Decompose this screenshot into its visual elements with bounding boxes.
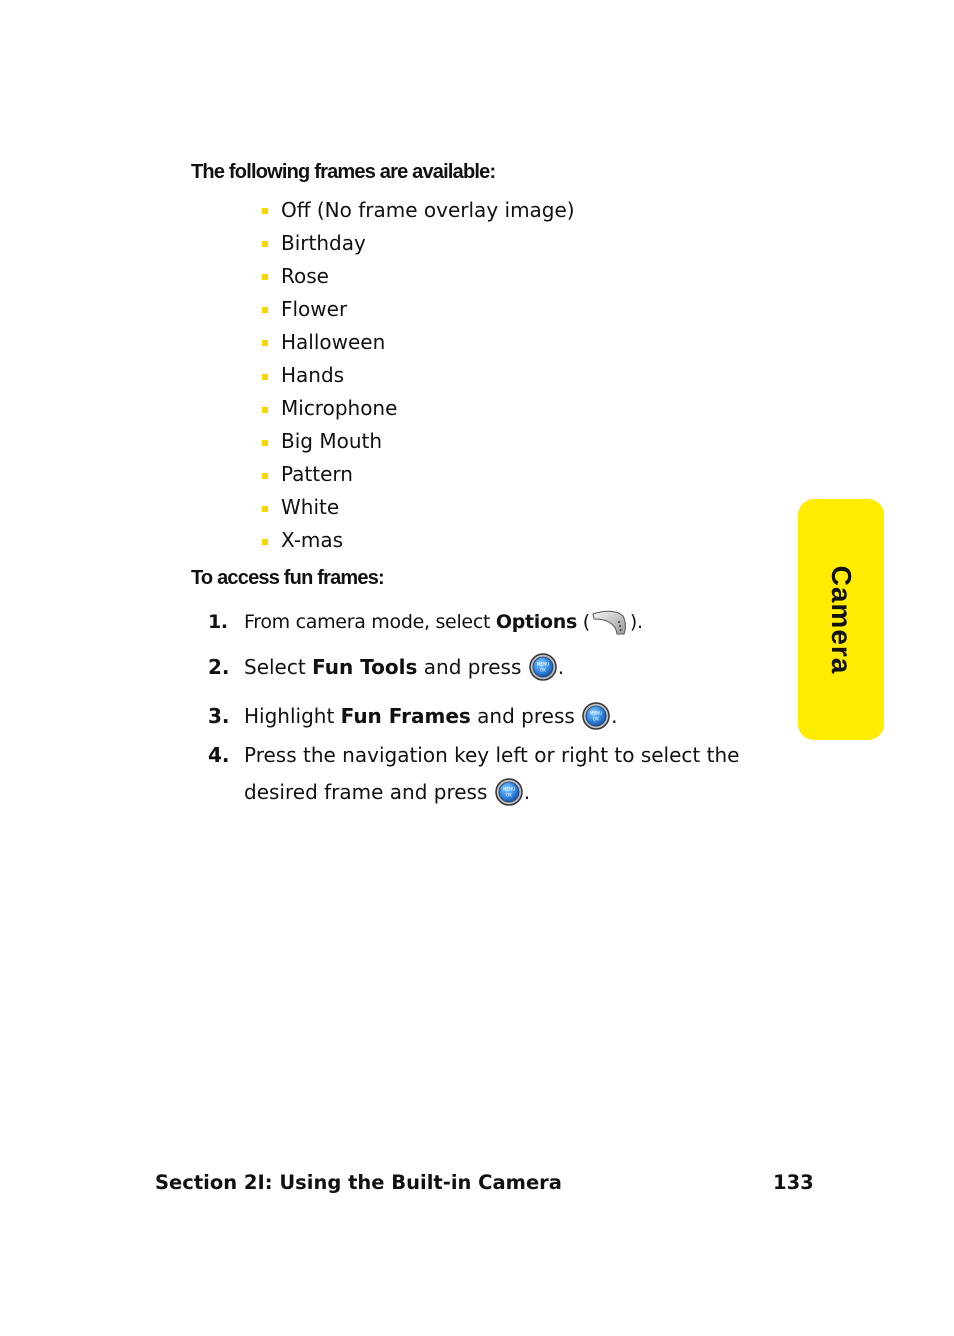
list-item — [262, 425, 575, 458]
step-4 — [208, 737, 748, 811]
list-item — [262, 292, 575, 325]
square-bullet-icon — [262, 208, 268, 214]
step-text: Select Fun Tools and press MENU OK . — [244, 655, 565, 679]
step-1 — [208, 604, 748, 641]
square-bullet-icon — [262, 539, 268, 545]
square-bullet-icon — [262, 407, 268, 413]
frame-name: Rose — [281, 263, 329, 288]
step-text: Highlight Fun Frames and press MENU OK . — [244, 704, 618, 728]
list-item — [262, 392, 575, 425]
footer-section-title: Section 2I: Using the Built-in Camera — [155, 1171, 562, 1194]
frame-name: Flower — [281, 296, 348, 321]
square-bullet-icon — [262, 241, 268, 247]
step-number: 1. — [208, 611, 228, 633]
svg-text:MENU: MENU — [589, 710, 603, 716]
svg-text:MENU: MENU — [502, 786, 515, 792]
square-bullet-icon — [262, 307, 268, 313]
menu-ok-key-icon — [529, 653, 557, 681]
svg-text:OK: OK — [593, 716, 600, 722]
access-heading: To access fun frames: — [191, 567, 384, 589]
frame-name: Hands — [281, 363, 345, 388]
menu-ok-key-icon — [495, 778, 523, 806]
frame-name: Microphone — [281, 396, 398, 421]
step-number: 4. — [208, 743, 230, 767]
step-3 — [208, 698, 748, 735]
step-text: From camera mode, select Options ( ). — [244, 604, 748, 641]
list-item — [262, 491, 575, 524]
step-2 — [208, 649, 748, 686]
list-item — [262, 259, 575, 292]
svg-text:MENU: MENU — [536, 661, 549, 667]
right-softkey-icon — [590, 608, 630, 636]
page-number: 133 — [773, 1171, 814, 1194]
square-bullet-icon — [262, 473, 268, 479]
square-bullet-icon — [262, 506, 268, 512]
list-item — [262, 226, 575, 259]
frame-name: Halloween — [281, 329, 386, 354]
frame-name: Pattern — [281, 462, 353, 487]
menu-ok-key-icon — [582, 702, 610, 730]
side-tab-label: Camera — [826, 565, 857, 674]
step-text: Press the navigation key left or right to select the desired frame and press MENU OK . — [244, 743, 740, 804]
frame-name: X-mas — [281, 528, 344, 553]
frame-name: Big Mouth — [281, 429, 383, 454]
frames-heading: The following frames are available: — [191, 161, 496, 183]
section-side-tab — [798, 499, 884, 740]
svg-text:OK: OK — [539, 667, 546, 673]
frame-name: Birthday — [281, 230, 366, 255]
menu-option-label: Fun Frames — [340, 704, 471, 728]
square-bullet-icon — [262, 440, 268, 446]
menu-option-label: Fun Tools — [312, 655, 418, 679]
square-bullet-icon — [262, 340, 268, 346]
square-bullet-icon — [262, 374, 268, 380]
list-item — [262, 193, 575, 226]
step-number: 2. — [208, 655, 230, 679]
list-item — [262, 458, 575, 491]
frame-name: White — [281, 495, 340, 520]
step-number: 3. — [208, 704, 230, 728]
menu-option-label: Options — [495, 611, 577, 633]
list-item — [262, 325, 575, 358]
square-bullet-icon — [262, 274, 268, 280]
list-item — [262, 358, 575, 391]
frame-name: Off (No frame overlay image) — [281, 197, 575, 222]
frame-list — [262, 193, 575, 557]
svg-text:OK: OK — [505, 792, 512, 798]
list-item — [262, 524, 575, 557]
